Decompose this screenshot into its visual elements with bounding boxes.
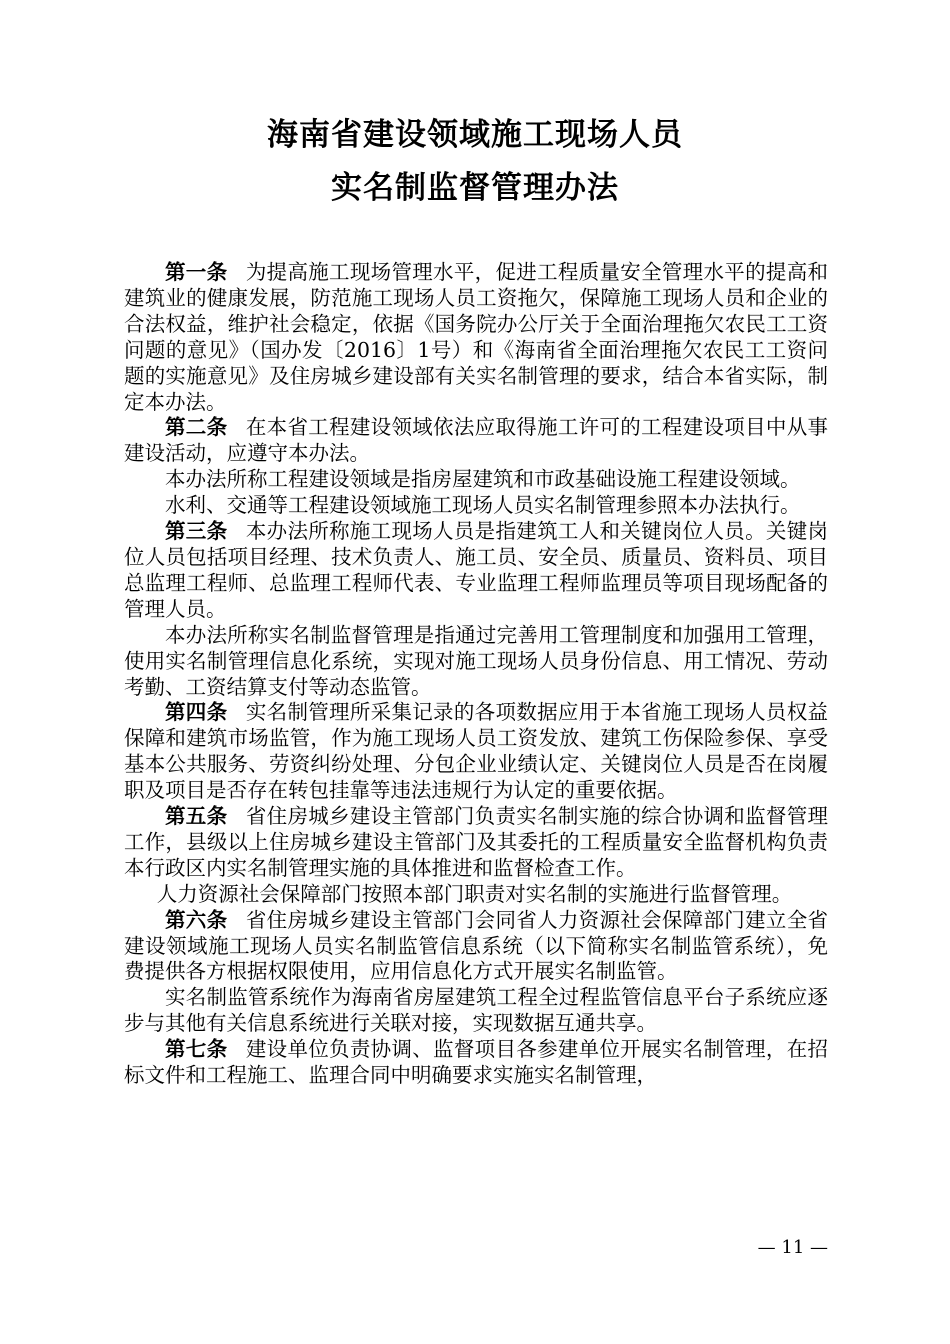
page-number: — 11 — [757,1237,828,1258]
paragraph-text: 人力资源社会保障部门按照本部门职责对实名制的实施进行监督管理。 [156,881,793,906]
paragraph-text: 水利、交通等工程建设领域施工现场人员实名制管理参照本办法执行。 [165,493,801,518]
document-body [124,260,828,1089]
article-heading: 第六条 [165,907,228,932]
paragraph-text: 本办法所称施工现场人员是指建筑工人和关键岗位人员。关键岗位人员包括项目经理、技术负责人、施工员、安全员、质量员、资料员、项目总监理工程师、总监理工程师代表、专业监理工程师监理员等项目现场配备的管理人员。 [124,519,828,621]
paragraph [124,882,828,908]
article-heading: 第二条 [165,415,228,440]
paragraph-article-6 [124,908,828,986]
paragraph-text: 为提高施工现场管理水平，促进工程质量安全管理水平的提高和建筑业的健康发展，防范施工现场人员工资拖欠，保障施工现场人员和企业的合法权益，维护社会稳定，依据《国务院办公厅关于全面治理拖欠农民工工资问题的意见》（国办发〔2016〕1号）和《海南省全面治理拖欠农民工工资问题的实施意见》及住房城乡建设部有关实名制管理的要求，结合本省实际，制定本办法。 [124,260,828,414]
paragraph [124,467,828,493]
paragraph-text: 本办法所称工程建设领域是指房屋建筑和市政基础设施工程建设领域。 [165,467,801,492]
paragraph-text: 在本省工程建设领域依法应取得施工许可的工程建设项目中从事建设活动，应遵守本办法。 [124,415,828,466]
paragraph-article-5 [124,804,828,882]
paragraph-article-1 [124,260,828,415]
article-heading: 第七条 [165,1037,228,1062]
paragraph-text: 本办法所称实名制监督管理是指通过完善用工管理制度和加强用工管理，使用实名制管理信息化系统，实现对施工现场人员身份信息、用工情况、劳动考勤、工资结算支付等动态监管。 [124,622,828,699]
paragraph [124,985,828,1037]
paragraph [124,493,828,519]
article-heading: 第四条 [165,700,228,725]
paragraph-text: 省住房城乡建设主管部门负责实名制实施的综合协调和监督管理工作，县级以上住房城乡建设主管部门及其委托的工程质量安全监督机构负责本行政区内实名制管理实施的具体推进和监督检查工作。 [124,804,828,880]
document-title-line-1: 海南省建设领域施工现场人员 [267,117,683,153]
paragraph-article-3 [124,519,828,623]
paragraph [124,623,828,701]
paragraph-text: 建设单位负责协调、监督项目各参建单位开展实名制管理，在招标文件和工程施工、监理合同中明确要求实施实名制管理， [124,1037,828,1088]
document-title-line-2: 实名制监督管理办法 [331,170,619,206]
paragraph-text: 实名制监管系统作为海南省房屋建筑工程全过程监管信息平台子系统应逐步与其他有关信息系统进行关联对接，实现数据互通共享。 [124,985,828,1036]
paragraph-text: 实名制管理所采集记录的各项数据应用于本省施工现场人员权益保障和建筑市场监管，作为施工现场人员工资发放、建筑工伤保险参保、享受基本公共服务、劳资纠纷处理、分包企业业绩认定、关键岗位人员是否在岗履职及项目是否存在转包挂靠等违法违规行为认定的重要依据。 [124,700,828,803]
paragraph-article-4 [124,700,828,804]
article-heading: 第一条 [165,260,228,284]
paragraph-text: 省住房城乡建设主管部门会同省人力资源社会保障部门建立全省建设领域施工现场人员实名制监管信息系统（以下简称实名制监管系统），免费提供各方根据权限使用，应用信息化方式开展实名制监管。 [124,907,828,984]
paragraph-article-7 [124,1037,828,1089]
paragraph-article-2 [124,415,828,467]
article-heading: 第五条 [165,804,228,829]
article-heading: 第三条 [165,519,228,544]
